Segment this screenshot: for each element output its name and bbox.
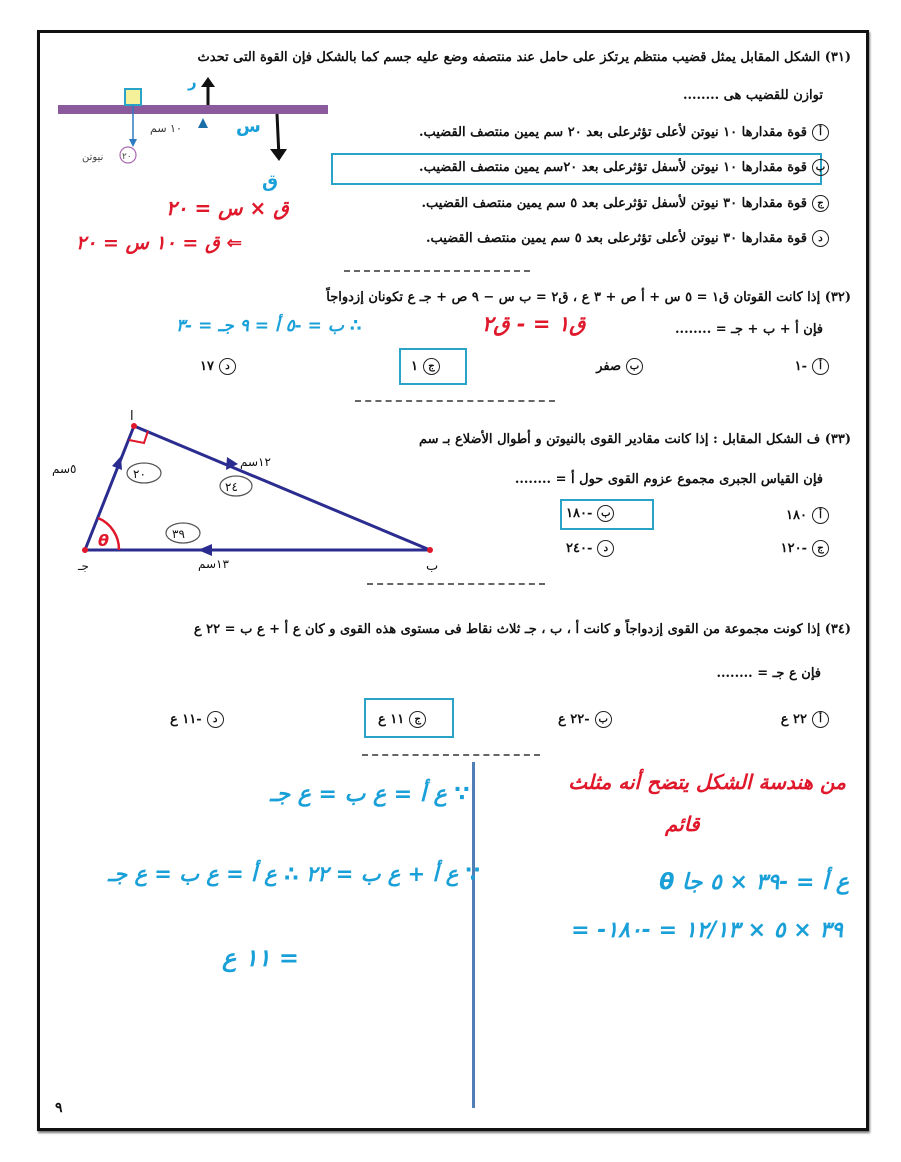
svg-text:٥سم: ٥سم xyxy=(52,462,77,476)
q32-option-c[interactable]: ج١ xyxy=(411,358,440,375)
q33-option-a[interactable]: أ١٨٠ xyxy=(786,507,829,524)
q31-option-c[interactable]: جقوة مقدارها ٣٠ نيوتن لأسفل تؤثرعلى بعد ٥ سم يمين منتصف القضيب. xyxy=(422,195,829,212)
q33-triangle-figure xyxy=(50,410,470,580)
separator-2 xyxy=(355,400,555,402)
q33-option-b[interactable]: ب-١٨٠ xyxy=(566,505,614,522)
q31-handwriting-line1: ق × س = ٢٠ xyxy=(166,196,289,220)
q33-option-d[interactable]: د-٢٤٠ xyxy=(566,540,614,557)
svg-text:٢٠: ٢٠ xyxy=(122,152,132,162)
work-left-line1: ∵ ع أ = ع ب = ع جـ xyxy=(270,782,470,807)
svg-text:٢٠: ٢٠ xyxy=(133,467,146,481)
q32-handwriting-red: ق١ = - ق٢ xyxy=(482,312,586,336)
work-right-blue-line2: = -٣٩ × ٥ × ١٢/١٣ = -١٨٠ xyxy=(571,918,843,943)
q34-text-line1: (٣٤) إذا كونت مجموعة من القوى إزدواجاً و كانت أ ، ب ، جـ ثلاث نقاط فى مستوى هذه القوى و كان ع أ + ع ب = ٢٢ ع xyxy=(193,622,851,637)
q32-number: (٣٢) xyxy=(824,290,851,305)
q33-number: (٣٣) xyxy=(824,432,851,447)
separator-3 xyxy=(367,583,545,585)
q31-option-b[interactable]: بقوة مقدارها ١٠ نيوتن لأسفل تؤثرعلى بعد ٢٠سم يمين منتصف القضيب. xyxy=(419,159,829,176)
q32-option-a[interactable]: أ-١ xyxy=(795,358,829,375)
q33-text-line2: فإن القياس الجبرى مجموع عزوم القوى حول أ = ........ xyxy=(514,472,823,487)
svg-text:ب: ب xyxy=(426,559,439,574)
work-left-line3: = ١١ ع xyxy=(222,944,299,972)
q31-option-a[interactable]: أقوة مقدارها ١٠ نيوتن لأعلى تؤثرعلى بعد ٢٠ سم يمين منتصف القضيب. xyxy=(419,124,829,141)
q34-option-b[interactable]: ب-٢٢ ع xyxy=(558,711,612,728)
q31-number: (٣١) xyxy=(824,50,851,65)
svg-text:١٠ سم: ١٠ سم xyxy=(150,122,182,135)
svg-text:ر: ر xyxy=(188,75,197,91)
q31-text-line1: (٣١) الشكل المقابل يمثل قضيب منتظم يرتكز على حامل عند منتصفه وضع عليه جسم كما بالشكل فإن القوة التى تحدث xyxy=(197,50,851,65)
svg-text:جـ: جـ xyxy=(78,559,89,573)
separator-1 xyxy=(344,270,530,272)
q31-text-line2: توازن للقضيب هى ........ xyxy=(682,88,823,103)
svg-text:س: س xyxy=(236,116,261,137)
q32-handwriting-blue: ∴ ب = -٥ أ = ٩ جـ = -٣ xyxy=(176,316,362,336)
svg-text:أ: أ xyxy=(130,410,134,424)
work-left-line2: ∵ ع أ + ع ب = ٢٢ ∴ ع أ = ع ب = ع جـ xyxy=(108,862,481,886)
svg-text:θ: θ xyxy=(98,531,109,550)
svg-text:ق: ق xyxy=(262,171,279,192)
q31-beam-figure xyxy=(40,75,340,195)
q32-option-d[interactable]: د١٧ xyxy=(200,358,236,375)
q32-option-b[interactable]: بصفر xyxy=(596,358,643,375)
q34-option-d[interactable]: د-١١ ع xyxy=(170,711,224,728)
svg-text:٢٤: ٢٤ xyxy=(225,480,238,494)
q33-option-c[interactable]: ج-١٢٠ xyxy=(781,540,829,557)
svg-text:نيوتن: نيوتن xyxy=(82,152,104,163)
svg-text:١٣سم: ١٣سم xyxy=(198,557,229,571)
page-number: ٩ xyxy=(55,1100,63,1116)
work-divider xyxy=(472,762,475,1108)
q34-option-a[interactable]: أ٢٢ ع xyxy=(781,711,829,728)
q31-option-d[interactable]: دقوة مقدارها ٣٠ نيوتن لأعلى تؤثرعلى بعد ٥ سم يمين منتصف القضيب. xyxy=(426,230,829,247)
svg-text:١٢سم: ١٢سم xyxy=(240,455,271,469)
q34-option-c[interactable]: ج١١ ع xyxy=(378,711,426,728)
q31-handwriting-line2: ⇐ ق = ١٠ س = ٢٠ xyxy=(76,232,243,254)
work-right-red-line1: من هندسة الشكل يتضح أنه مثلث xyxy=(568,770,846,794)
q34-number: (٣٤) xyxy=(824,622,851,637)
svg-text:٣٩: ٣٩ xyxy=(172,527,185,541)
q33-text-line1: (٣٣) ف الشكل المقابل : إذا كانت مقادير القوى بالنيوتن و أطوال الأضلاع بـ سم xyxy=(418,432,851,447)
separator-4 xyxy=(362,754,540,756)
q34-text-line2: فإن ع جـ = ........ xyxy=(716,666,821,681)
q32-text-line2: فإن أ + ب + جـ = ........ xyxy=(675,322,823,337)
q32-text-line1: (٣٢) إذا كانت القوتان ق١ = ٥ س + أ ص + ٣ ع ، ق٢ = ب س − ٩ ص + جـ ع تكونان إزدواجاً xyxy=(326,290,851,305)
work-right-blue-line1: ع أ = -٣٩ × ٥ جا θ xyxy=(659,870,849,895)
work-right-red-line2: قائم xyxy=(665,812,700,836)
